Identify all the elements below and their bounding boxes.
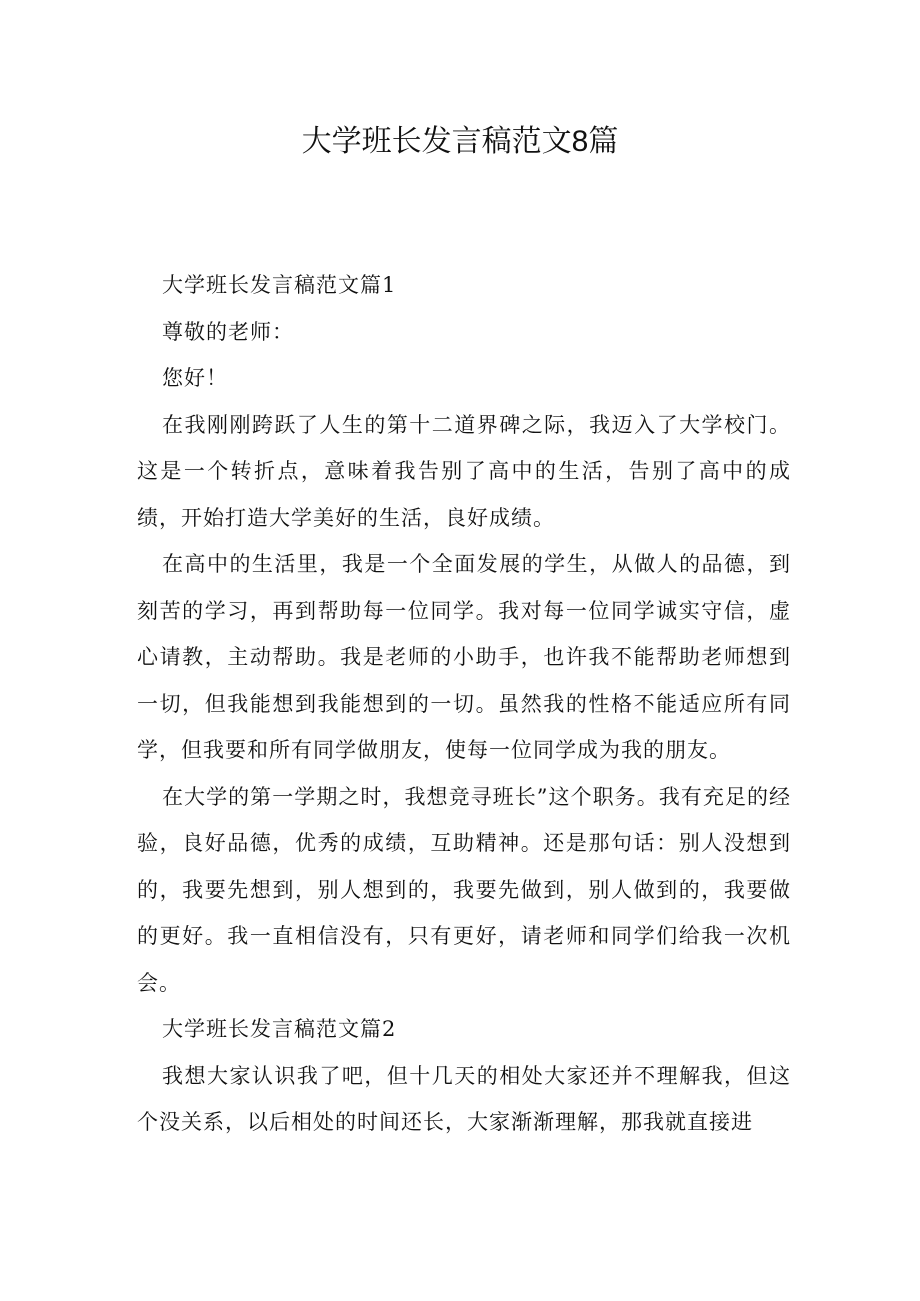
paragraph: 在我刚刚跨跃了人生的第十二道界碑之际，我迈入了大学校门。这是一个转折点，意味着我告别了高中的生活，告别了高中的成绩，开始打造大学美好的生活，良好成绩。 [137,412,791,530]
paragraph: 在高中的生活里，我是一个全面发展的学生，从做人的品德，到刻苦的学习，再到帮助每一位同学。我对每一位同学诚实守信，虚心请教，主动帮助。我是老师的小助手，也许我不能帮助老师想到一切，但我能想到我能想到的一切。虽然我的性格不能适应所有同学，但我要和所有同学做朋友，使每一位同学成为我的朋友。 [137,552,791,762]
salutation: 尊敬的老师： [162,319,294,344]
greeting: 您好！ [162,366,228,390]
section-heading-1: 大学班长发言稿范文篇1 [162,273,397,297]
paragraph: 我想大家认识我了吧，但十几天的相处大家还并不理解我，但这个没关系，以后相处的时间还长，大家渐渐理解，那我就直接进 [137,1063,791,1134]
document-title: 大学班长发言稿范文8篇 [301,125,619,158]
paragraph: 在大学的第一学期之时，我想竞寻班长”这个职务。我有充足的经验，良好品德，优秀的成绩，互助精神。还是那句话：别人没想到的，我要先想到，别人想到的，我要先做到，别人做到的，我要做的更好。我一直相信没有，只有更好，请老师和同学们给我一次机会。 [137,784,791,995]
section-heading-2: 大学班长发言稿范文篇2 [162,1017,397,1041]
document-body [137,262,791,1146]
